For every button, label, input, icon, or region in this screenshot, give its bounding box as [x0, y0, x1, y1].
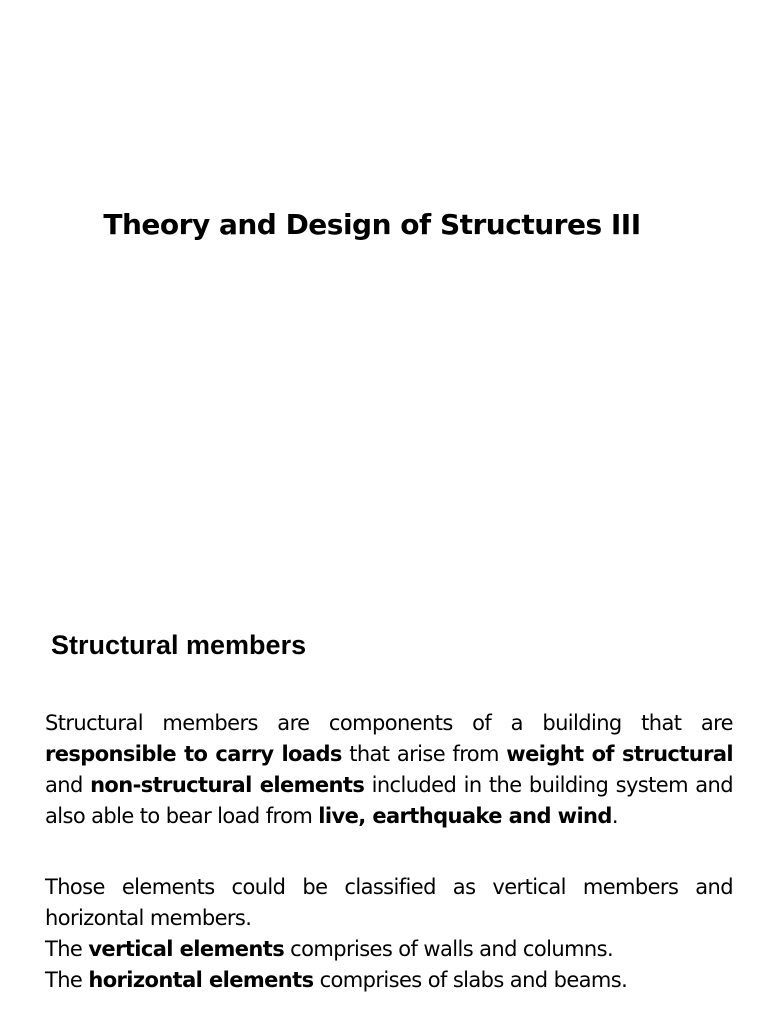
p1-text-3: and	[45, 773, 91, 797]
horizontal-post: comprises of slabs and beams.	[313, 968, 628, 992]
vertical-elements-line	[45, 934, 733, 965]
horizontal-elements-line	[45, 965, 733, 996]
p1-text-5: .	[611, 804, 618, 828]
p1-text-2: that arise from	[341, 742, 507, 766]
p1-text-1: Structural members are components of a building that are	[45, 711, 733, 735]
vertical-post: comprises of walls and columns.	[284, 937, 614, 961]
vertical-pre: The	[45, 937, 89, 961]
section-heading: Structural members	[51, 630, 307, 660]
p1-bold-responsible: responsible to carry loads	[45, 742, 342, 766]
slide-title-text: Theory and Design of Structures III	[103, 208, 641, 241]
p1-bold-weight: weight of structural	[506, 742, 733, 766]
p1-text-4: included in the building system and also able to bear load from	[45, 773, 733, 828]
classification-text: Those elements could be classified as vertical members and horizontal members.	[45, 875, 733, 930]
horizontal-bold: horizontal elements	[88, 968, 314, 992]
vertical-bold: vertical elements	[88, 937, 285, 961]
p1-bold-live-loads: live, earthquake and wind	[318, 804, 612, 828]
slide-title	[0, 208, 768, 241]
paragraph-structural-members	[45, 708, 733, 832]
horizontal-pre: The	[45, 968, 89, 992]
p1-bold-non-structural: non-structural elements	[90, 773, 365, 797]
paragraph-classification	[45, 872, 733, 996]
